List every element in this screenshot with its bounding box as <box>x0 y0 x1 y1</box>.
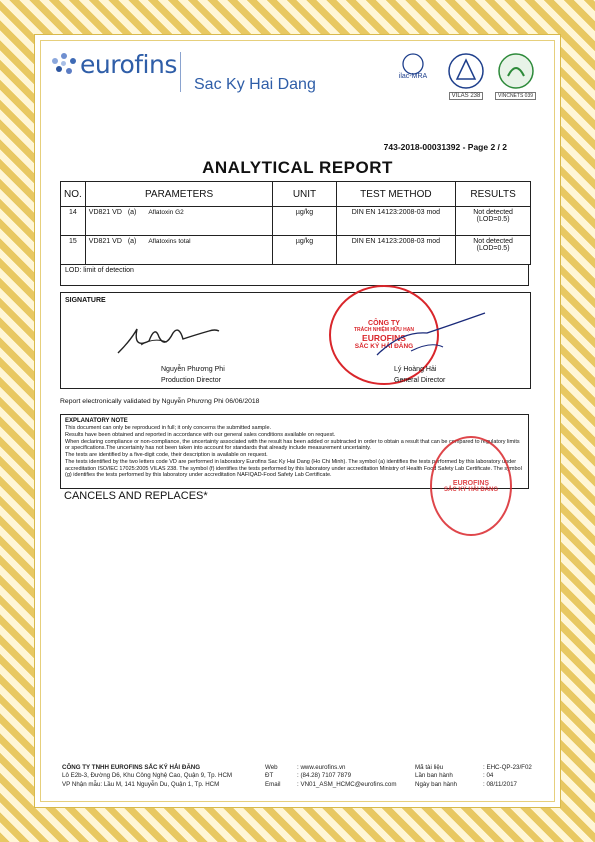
signature-label: SIGNATURE <box>65 297 106 304</box>
footer-company: CÔNG TY TNHH EUROFINS SẮC KÝ HẢI ĐĂNG Lô E2b-3, Đường D6, Khu Công Nghệ Cao, Quận 9, Tp. HCM VP Nhận mẫu: Lầu M, 141 Nguyễn Du, Quận 1, Tp. HCM <box>62 764 233 788</box>
table-row: 15 VD821 VD (a) Aflatoxins total µg/kg DIN EN 14123:2008-03 mod Not detected (LOD=0.5) <box>61 236 531 265</box>
partial-stamp: EUROFINS SẮC KÝ HẢI ĐĂNG <box>430 436 512 536</box>
signer-2-title: General Director <box>394 377 446 384</box>
report-number: 743-2018-00031392 - Page 2 / 2 <box>383 142 507 152</box>
explanatory-title: EXPLANATORY NOTE <box>65 418 128 424</box>
ilac-logo <box>393 52 433 80</box>
lod-note: LOD: limit of detection <box>60 264 529 286</box>
table-header-row <box>61 182 531 207</box>
report-title: ANALYTICAL REPORT <box>202 158 393 177</box>
eurofins-logo <box>52 50 177 79</box>
footer-contact: Web : www.eurofins.vn ĐT : (84.28) 7107 7879 Email : VN01_ASM_HCMC@eurofins.com <box>265 764 397 788</box>
company-stamp: CÔNG TY TRÁCH NHIỆM HỮU HẠN EUROFINS SẮC KÝ HẢI ĐĂNG <box>329 285 439 385</box>
col-parameters: PARAMETERS <box>85 182 273 207</box>
signer-1-name: Nguyễn Phương Phi <box>161 366 225 373</box>
ilac-icon <box>393 52 433 80</box>
col-results: RESULTS <box>456 182 531 207</box>
boa-logo: VILAS 238 <box>443 52 489 100</box>
sub-brand: Sac Ky Hai Dang <box>194 76 316 93</box>
explanatory-line: The tests identified by the two letters code VD are performed in laboratory Eurofins Sac Ky Hai Dang (Ho Chi Minh). The symbol (a) identifies the tests performed by this laboratory under accreditation ISO/IEC 17025:2005 VILAS 238. The symbol (f) identifies the tests performed by this laboratory under accreditation Ministry of Health Food Safety Lab Certificate. The symbol (g) identifies the tests performed by this laboratory under accreditation NAFIQAD-Food Safety Lab Certificate. <box>65 458 522 479</box>
brand-name: eurofins <box>80 50 177 79</box>
header-divider <box>180 52 181 92</box>
parameters-table <box>60 181 531 265</box>
boa-icon <box>443 52 489 90</box>
col-unit: UNIT <box>273 182 336 207</box>
signature-box <box>60 292 531 389</box>
validation-note: Report electronically validated by Nguyễn Phương Phi 06/06/2018 <box>60 398 260 405</box>
explanatory-line: Results have been obtained and reported in accordance with our general sales conditions available on request. <box>65 432 336 439</box>
eurofins-dots-icon <box>52 53 76 77</box>
signer-1-title: Production Director <box>161 377 221 384</box>
svg-text:ilac-MRA: ilac-MRA <box>398 73 428 80</box>
signature-2-image <box>371 311 491 361</box>
nafiqad-icon <box>496 52 536 90</box>
cancels-replaces: CANCELS AND REPLACES* <box>64 490 208 502</box>
nafiqad-logo: VINCNETS 039 <box>495 52 536 100</box>
explanatory-line: This document can only be reproduced in full; it only concerns the submitted sample. <box>65 425 272 432</box>
table-row: 14 VD821 VD (a) Aflatoxin G2 µg/kg DIN EN 14123:2008-03 mod Not detected (LOD=0.5) <box>61 207 531 236</box>
footer-doc-info: Mã tài liệu : EHC-QP-23/F02 Lần ban hành : 04 Ngày ban hành : 08/11/2017 <box>415 764 532 788</box>
signer-2-name: Lý Hoàng Hải <box>394 366 437 373</box>
col-test-method: TEST METHOD <box>336 182 456 207</box>
explanatory-line: When declaring compliance or non-compliance, the uncertainty associated with the result has been added or subtracted in order to obtain a result that can be compared to regulatory limits or specifications.The uncertainty has not been taken into account for standards that already include measurement uncertainty. <box>65 438 520 452</box>
col-no: NO. <box>61 182 86 207</box>
signature-1-image <box>113 315 223 360</box>
explanatory-line: The tests are identified by a five-digit code, their description is available on request. <box>65 452 268 459</box>
